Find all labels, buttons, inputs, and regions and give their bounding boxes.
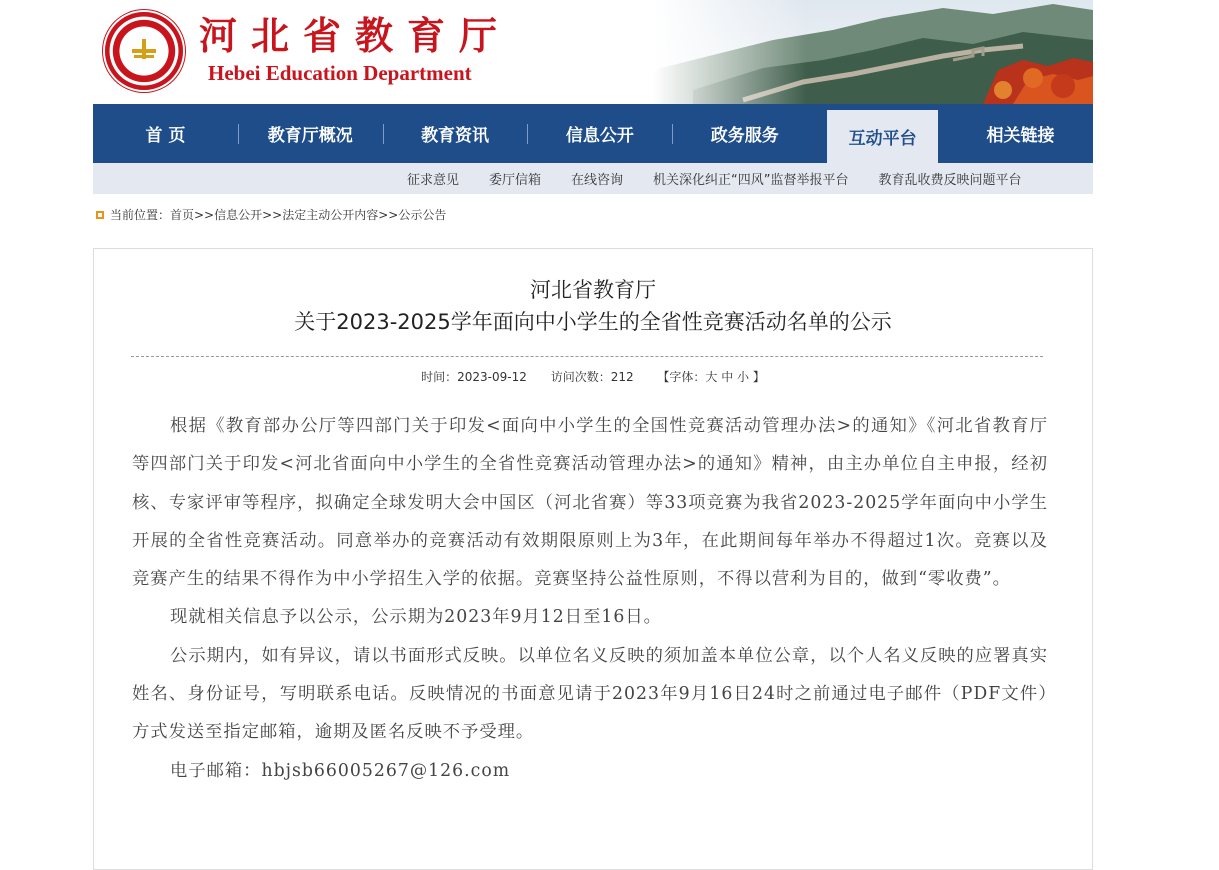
nav-related-links[interactable]: 相关链接 [986, 126, 1055, 146]
subnav-four-winds-report[interactable]: 机关深化纠正“四风”监督举报平台 [653, 173, 849, 188]
great-wall-banner-image [653, 0, 1093, 104]
subnav-mailbox[interactable]: 委厅信箱 [489, 173, 542, 188]
title-divider [131, 356, 1043, 357]
nav-education-news[interactable]: 教育资讯 [383, 104, 528, 163]
location-bullet-icon [96, 211, 104, 219]
main-navigation [93, 104, 1093, 163]
breadcrumb [93, 206, 446, 223]
paragraph: 公示期内，如有异议，请以书面形式反映。以单位名义反映的须加盖本单位公章，以个人名义反映的应署真实姓名、身份证号，写明联系电话。反映情况的书面意见请于2023年9月16日24时之前通过电子邮件（PDF文件）方式发送至指定邮箱，逾期及匿名反映不予受理。 [132, 645, 1048, 743]
font-size-switcher[interactable]: 【字体：大 中 小 】 [657, 370, 765, 384]
seal-emblem-icon [132, 39, 156, 59]
nav-interactive-platform[interactable]: 互动平台 [827, 110, 938, 163]
nav-government-services[interactable]: 政务服务 [672, 104, 817, 163]
article-organization: 河北省教育厅 [530, 278, 656, 302]
sub-navigation [93, 163, 1093, 194]
publish-time: 时间：2023-09-12 [421, 370, 527, 384]
subnav-fee-complaint[interactable]: 教育乱收费反映问题平台 [878, 173, 1022, 188]
article-body [132, 407, 1048, 790]
site-title-chinese: 河北省教育厅 [199, 13, 512, 58]
contact-email: 电子邮箱：hbjsb66005267@126.com [170, 760, 511, 781]
article-meta [94, 368, 1092, 385]
site-title-english: Hebei Education Department [208, 61, 472, 85]
subnav-solicit-opinions[interactable]: 征求意见 [407, 173, 460, 188]
site-header [93, 0, 1093, 104]
nav-home[interactable]: 首 页 [145, 126, 186, 146]
visit-count: 访问次数：212 [550, 370, 634, 384]
paragraph: 现就相关信息予以公示，公示期为2023年9月12日至16日。 [170, 607, 662, 628]
article-title: 关于2023-2025学年面向中小学生的全省性竞赛活动名单的公示 [294, 310, 892, 334]
breadcrumb-text[interactable]: 当前位置：首页>>信息公开>>法定主动公开内容>>公示公告 [110, 208, 447, 222]
page-wrapper [93, 0, 1093, 781]
article-panel [93, 248, 1093, 870]
paragraph: 根据《教育部办公厅等四部门关于印发<面向中小学生的全国性竞赛活动管理办法>的通知》《河北省教育厅等四部门关于印发<河北省面向中小学生的全省性竞赛活动管理办法>的通知》精神，由主办单位自主申报，经初核、专家评审等程序，拟确定全球发明大会中国区（河北省赛）等33项竞赛为我省2023-2025学年面向中小学生开展的全省性竞赛活动。同意举办的竞赛活动有效期限原则上为3年，在此期间每年举办不得超过1次。竞赛以及竞赛产生的结果不得作为中小学招生入学的依据。竞赛坚持公益性原则，不得以营利为目的，做到“零收费”。 [132, 416, 1048, 590]
department-seal-logo[interactable] [105, 12, 183, 90]
subnav-online-consult[interactable]: 在线咨询 [571, 173, 624, 188]
nav-information-disclosure[interactable]: 信息公开 [527, 104, 672, 163]
nav-department-overview[interactable]: 教育厅概况 [238, 104, 383, 163]
